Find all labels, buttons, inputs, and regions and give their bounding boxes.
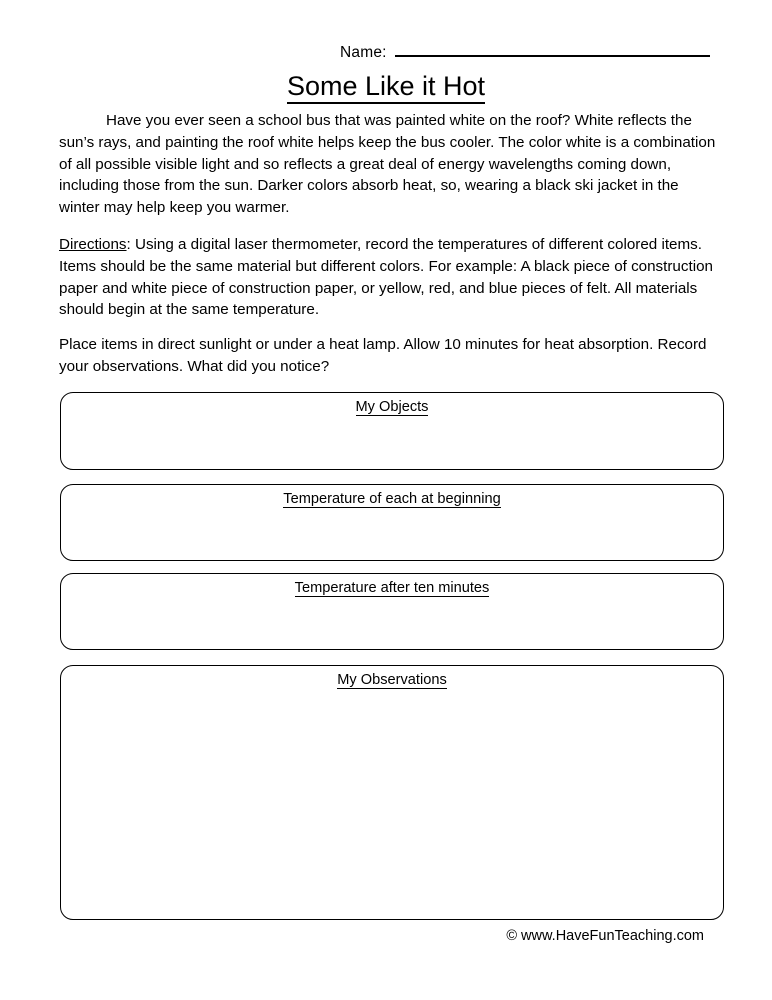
name-input-line[interactable] <box>395 42 710 57</box>
answer-box-label <box>61 580 723 598</box>
answer-box-label-text: Temperature after ten minutes <box>294 580 490 596</box>
directions-body-text: : Using a digital laser thermometer, record the temperatures of different colored items. Items should be the same material but different colors. For example: A black piece of construction paper and white piece of construction paper, or yellow, red, and blue pieces of felt. All materials should begin at the same temperature. <box>59 236 713 319</box>
answer-box-temperature-beginning[interactable] <box>60 484 724 561</box>
answer-box-label <box>61 672 723 690</box>
answer-box-label <box>61 399 723 417</box>
page-title-text: Some Like it Hot <box>287 71 485 104</box>
name-field-row <box>340 42 710 62</box>
answer-box-my-objects[interactable] <box>60 392 724 470</box>
answer-box-temperature-after-ten-minutes[interactable] <box>60 573 724 650</box>
place-items-paragraph <box>59 334 721 378</box>
page-title <box>0 72 772 100</box>
intro-paragraph-text: Have you ever seen a school bus that was painted white on the roof? White reflects the sun’s rays, and painting the roof white helps keep the bus cooler. The color white is a combination of all possible visible light and so reflects a great deal of energy wavelengths coming down, including those from the sun. Darker colors absorb heat, so, wearing a black ski jacket in the winter may help keep you warmer. <box>59 112 716 217</box>
intro-paragraph <box>59 110 721 219</box>
answer-box-label-text: My Observations <box>337 672 447 688</box>
answer-box-label-text: Temperature of each at beginning <box>283 491 501 507</box>
name-label: Name: <box>340 44 387 61</box>
footer-copyright: © www.HaveFunTeaching.com <box>506 928 704 944</box>
directions-label: Directions <box>59 236 127 253</box>
answer-box-label <box>61 491 723 509</box>
place-items-text: Place items in direct sunlight or under a heat lamp. Allow 10 minutes for heat absorption. Record your observations. What did you notice? <box>59 336 707 375</box>
directions-paragraph <box>59 234 721 321</box>
answer-box-my-observations[interactable] <box>60 665 724 920</box>
answer-box-label-text: My Objects <box>355 399 429 415</box>
